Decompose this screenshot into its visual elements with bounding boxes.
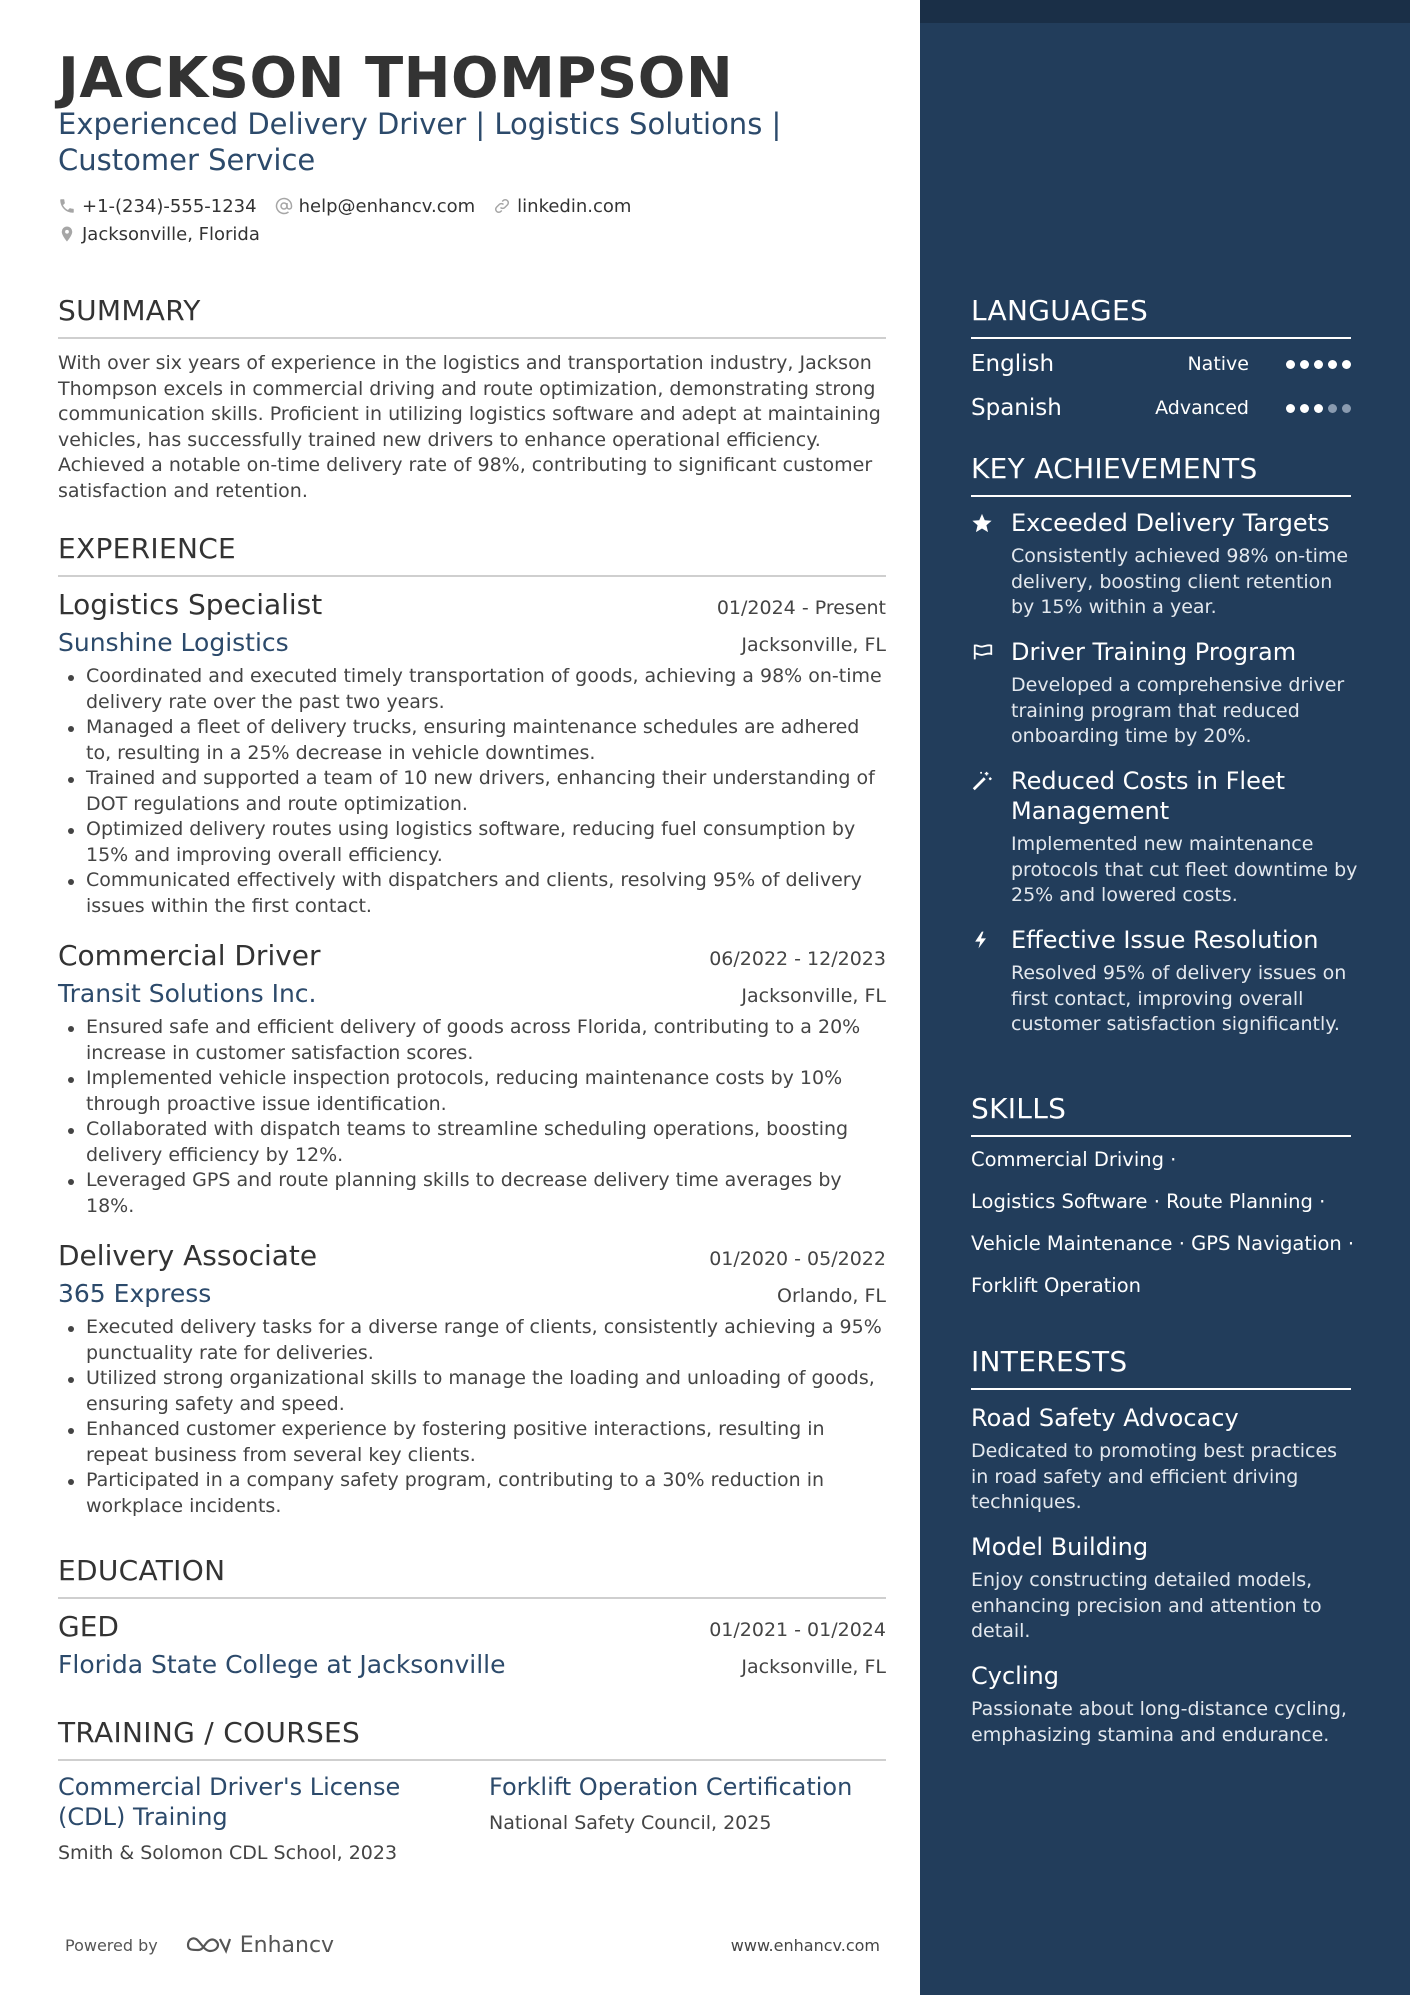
achievement-description: Developed a comprehensive driver training program that reduced onboarding time by 20%.	[1011, 674, 1345, 747]
bullet-item: Participated in a company safety program, contributing to a 30% reduction in workplace incidents.	[58, 1468, 886, 1519]
language-level: Advanced	[1155, 397, 1249, 419]
rating-dot-filled	[1314, 404, 1323, 413]
course-title: Forklift Operation Certification	[489, 1773, 853, 1801]
job-title: Delivery Associate	[58, 1239, 318, 1272]
contact-info	[58, 194, 888, 250]
lightning-bolt-icon	[971, 929, 991, 951]
location-text: Jacksonville, Florida	[82, 223, 260, 245]
sidebar-top-bar	[920, 0, 1410, 23]
rating-dot-filled	[1328, 360, 1337, 369]
interest-description: Passionate about long-distance cycling, emphasizing stamina and endurance.	[971, 1698, 1347, 1746]
achievement-item	[971, 766, 1361, 909]
rating-dot-empty	[1328, 404, 1337, 413]
achievement-title: Effective Issue Resolution	[1011, 926, 1319, 954]
language-name: English	[971, 351, 1055, 377]
bullet-item: Leveraged GPS and route planning skills to decrease delivery time averages by 18%.	[58, 1168, 886, 1219]
course-provider: National Safety Council, 2025	[489, 1812, 772, 1834]
bullet-item: Trained and supported a team of 10 new drivers, enhancing their understanding of DOT regulations and route optimization.	[58, 766, 886, 817]
bullet-item: Executed delivery tasks for a diverse range of clients, consistently achieving a 95% punctuality rate for deliveries.	[58, 1315, 886, 1366]
bullet-item: Coordinated and executed timely transportation of goods, achieving a 98% on-time delivery rate over the past two years.	[58, 664, 886, 715]
skill-line: Commercial Driving ·	[971, 1148, 1177, 1171]
interests-heading: INTERESTS	[971, 1345, 1351, 1390]
education-location: Jacksonville, FL	[741, 1656, 886, 1678]
phone-icon	[58, 197, 76, 215]
phone-text: +1-(234)-555-1234	[82, 195, 257, 217]
job-date: 06/2022 - 12/2023	[709, 948, 886, 970]
rating-dot-filled	[1300, 360, 1309, 369]
enhancv-logo-icon	[184, 1933, 232, 1957]
bullet-item: Enhanced customer experience by fostering positive interactions, resulting in repeat business from several key clients.	[58, 1417, 886, 1468]
rating-dot-empty	[1342, 404, 1351, 413]
rating-dot-filled	[1286, 360, 1295, 369]
at-icon	[275, 197, 293, 215]
website-link[interactable]: www.enhancv.com	[730, 1935, 880, 1955]
language-row	[971, 393, 1351, 423]
interest-item	[971, 1403, 1351, 1516]
link-icon	[493, 197, 511, 215]
job-date: 01/2024 - Present	[716, 597, 886, 619]
skills-list	[971, 1148, 1371, 1316]
achievement-title: Reduced Costs in Fleet Management	[1011, 767, 1286, 825]
language-level: Native	[1187, 353, 1249, 375]
summary-heading: SUMMARY	[58, 294, 886, 339]
interest-title: Cycling	[971, 1662, 1059, 1690]
email-text: help@enhancv.com	[298, 195, 476, 217]
achievement-description: Resolved 95% of delivery issues on first contact, improving overall customer satisfaction significantly.	[1011, 962, 1347, 1035]
interest-item	[971, 1661, 1351, 1748]
job-entry	[58, 939, 886, 1219]
skills-heading: SKILLS	[971, 1092, 1351, 1137]
brand-name: Enhancv	[239, 1932, 335, 1958]
training-heading: TRAINING / COURSES	[58, 1716, 886, 1761]
job-date: 01/2020 - 05/2022	[709, 1248, 886, 1270]
bullet-item: Ensured safe and efficient delivery of goods across Florida, contributing to a 20% increase in customer satisfaction scores.	[58, 1015, 886, 1066]
linkedin-text: linkedin.com	[517, 195, 632, 217]
candidate-headline: Experienced Delivery Driver | Logistics Solutions | Customer Service	[58, 107, 782, 177]
achievement-title: Exceeded Delivery Targets	[1011, 509, 1330, 537]
interest-item	[971, 1532, 1351, 1645]
languages-heading: LANGUAGES	[971, 294, 1351, 339]
interest-description: Enjoy constructing detailed models, enhancing precision and attention to detail.	[971, 1569, 1322, 1642]
bullet-item: Utilized strong organizational skills to manage the loading and unloading of goods, ensuring safety and speed.	[58, 1366, 886, 1417]
course-item	[58, 1772, 458, 1864]
school: Florida State College at Jacksonville	[58, 1650, 506, 1679]
bullet-item: Managed a fleet of delivery trucks, ensuring maintenance schedules are adhered to, resulting in a 25% decrease in vehicle downtimes.	[58, 715, 886, 766]
language-rating	[1281, 404, 1351, 413]
candidate-name: JACKSON THOMPSON	[58, 46, 734, 111]
bullet-item: Optimized delivery routes using logistics software, reducing fuel consumption by 15% and improving overall efficiency.	[58, 817, 886, 868]
skill-line: Vehicle Maintenance · GPS Navigation ·	[971, 1232, 1355, 1255]
achievement-item	[971, 925, 1361, 1038]
job-bullets	[58, 1315, 886, 1519]
location-contact	[58, 224, 260, 245]
achievement-title: Driver Training Program	[1011, 638, 1297, 666]
bullet-item: Collaborated with dispatch teams to streamline scheduling operations, boosting delivery efficiency by 12%.	[58, 1117, 886, 1168]
job-location: Orlando, FL	[776, 1285, 886, 1307]
job-entry	[58, 1239, 886, 1519]
interest-title: Road Safety Advocacy	[971, 1404, 1239, 1432]
interest-description: Dedicated to promoting best practices in road safety and efficient driving techniques.	[971, 1440, 1338, 1513]
skill-line: Forklift Operation	[971, 1274, 1142, 1297]
course-provider: Smith & Solomon CDL School, 2023	[58, 1842, 398, 1864]
job-entry	[58, 588, 886, 919]
job-bullets	[58, 1015, 886, 1219]
job-location: Jacksonville, FL	[741, 985, 886, 1007]
phone-contact[interactable]	[58, 196, 257, 217]
footer	[65, 1925, 880, 1965]
rating-dot-filled	[1314, 360, 1323, 369]
linkedin-contact[interactable]	[493, 196, 631, 217]
education-date: 01/2021 - 01/2024	[709, 1619, 886, 1641]
education-entry	[58, 1610, 886, 1684]
course-item	[489, 1772, 889, 1834]
bullet-item: Implemented vehicle inspection protocols, reducing maintenance costs by 10% through proactive issue identification.	[58, 1066, 886, 1117]
job-company: Transit Solutions Inc.	[58, 979, 317, 1008]
achievement-item	[971, 508, 1361, 621]
achievement-description: Consistently achieved 98% on-time delivery, boosting client retention by 15% within a year.	[1011, 545, 1349, 618]
achievements-heading: KEY ACHIEVEMENTS	[971, 452, 1351, 497]
powered-by-label: Powered by	[65, 1935, 158, 1955]
language-rating	[1281, 360, 1351, 369]
achievement-description: Implemented new maintenance protocols that cut fleet downtime by 25% and lowered costs.	[1011, 833, 1358, 906]
job-location: Jacksonville, FL	[741, 634, 886, 656]
flag-icon	[971, 641, 995, 663]
skill-line: Logistics Software · Route Planning ·	[971, 1190, 1326, 1213]
magic-wand-icon	[971, 770, 993, 792]
degree: GED	[58, 1610, 119, 1643]
job-company: Sunshine Logistics	[58, 628, 289, 657]
job-title: Commercial Driver	[58, 939, 321, 972]
bullet-item: Communicated effectively with dispatchers and clients, resolving 95% of delivery issues within the first contact.	[58, 868, 886, 919]
interest-title: Model Building	[971, 1533, 1149, 1561]
star-icon	[971, 512, 993, 534]
education-heading: EDUCATION	[58, 1554, 886, 1599]
rating-dot-filled	[1300, 404, 1309, 413]
email-contact[interactable]	[275, 196, 476, 217]
rating-dot-filled	[1286, 404, 1295, 413]
summary-text: With over six years of experience in the logistics and transportation industry, Jackson Thompson excels in commercial driving and route optimization, demonstrating strong communication skills. Proficient in utilizing logistics software and adept at maintaining vehicles, has successfully trained new drivers to enhance operational efficiency. Achieved a notable on-time delivery rate of 98%, contributing to significant customer satisfaction and retention.	[58, 352, 881, 502]
rating-dot-filled	[1342, 360, 1351, 369]
job-bullets	[58, 664, 886, 919]
job-company: 365 Express	[58, 1279, 212, 1308]
job-title: Logistics Specialist	[58, 588, 323, 621]
experience-heading: EXPERIENCE	[58, 532, 886, 577]
powered-by	[65, 1933, 334, 1958]
language-row	[971, 349, 1351, 379]
location-pin-icon	[58, 225, 76, 243]
language-name: Spanish	[971, 395, 1062, 421]
achievement-item	[971, 637, 1361, 750]
course-title: Commercial Driver's License (CDL) Training	[58, 1773, 401, 1831]
